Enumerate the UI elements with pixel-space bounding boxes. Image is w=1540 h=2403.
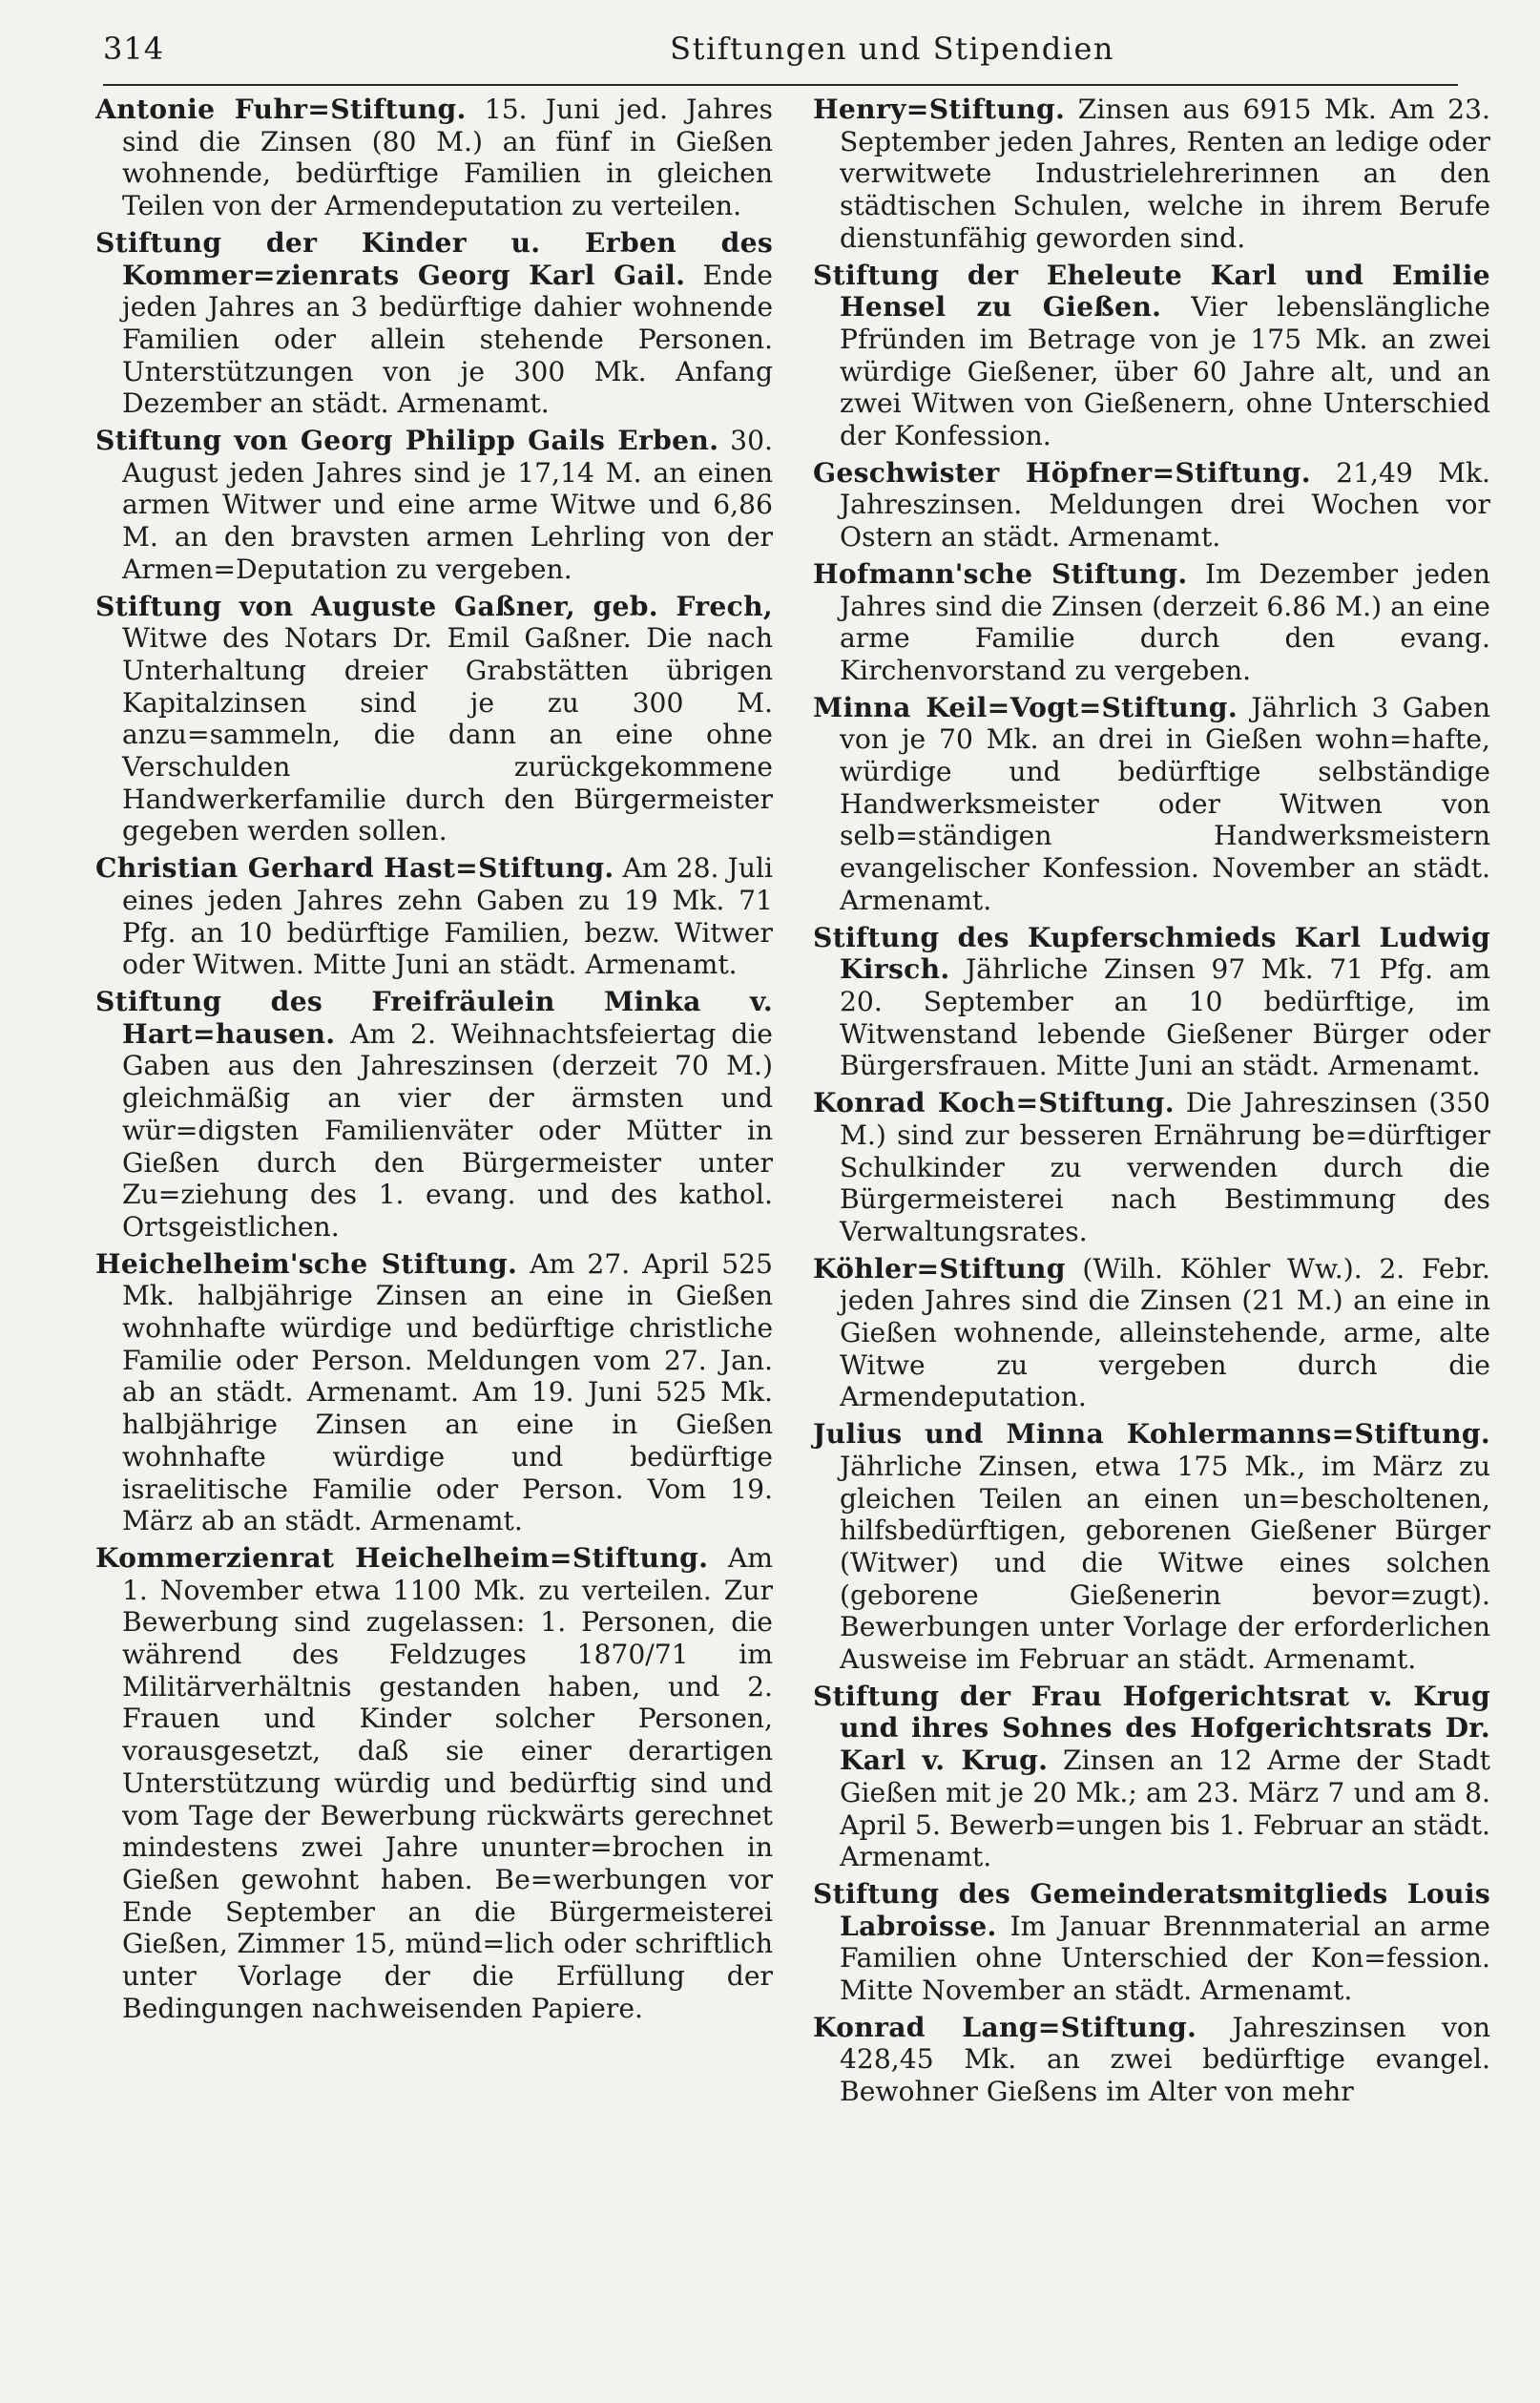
entry-text: Die Jahreszinsen (350 M.) sind zur besseren Ernährung be=dürftiger Schulkinder zu verwenden durch die Bürgermeisterei nach Bestimmung des Verwaltungsrates. <box>840 1087 1490 1247</box>
entry-name: Christian Gerhard Hast=Stiftung. <box>95 852 614 885</box>
entry-text: Jährliche Zinsen 97 Mk. 71 Pfg. am 20. September an 10 bedürftige, im Witwenstand lebende Gießener Bürger oder Bürgersfrauen. Mitte Juni an städt. Armenamt. <box>840 953 1490 1082</box>
entry-name: Konrad Lang=Stiftung. <box>813 2011 1197 2043</box>
entry-name: Henry=Stiftung. <box>813 94 1066 125</box>
stiftung-entry <box>813 260 1490 452</box>
entry-name: Minna Keil=Vogt=Stiftung. <box>813 691 1238 723</box>
stiftung-entry <box>95 94 773 222</box>
entry-name: Stiftung des Kupferschmieds Karl Ludwig Kirsch. <box>813 921 1490 986</box>
stiftung-entry <box>95 591 773 848</box>
entry-name: Heichelheim'sche Stiftung. <box>95 1247 518 1280</box>
entry-text: Am 1. November etwa 1100 Mk. zu verteilen. Zur Bewerbung sind zugelassen: 1. Personen, die während des Feldzuges 1870/71 im Militärverhältnis gestanden haben, und 2. Frauen und Kinder solcher Personen, vorausgesetzt, daß sie einer derartigen Unterstützung würdig und bedürftig sind und vom Tage der Bewerbung rückwärts gerechnet mindestens zwei Jahre ununter=brochen in Gießen gewohnt haben. Be=werbungen vor Ende September an die Bürgermeisterei Gießen, Zimmer 15, münd=lich oder schriftlich unter Vorlage der die Erfüllung der Bedingungen nachweisenden Papiere. <box>122 1541 773 2024</box>
entry-name: Kommerzienrat Heichelheim=Stiftung. <box>95 1541 709 1574</box>
entry-name: Antonie Fuhr=Stiftung. <box>95 94 467 125</box>
entry-text: Jahreszinsen von 428,45 Mk. an zwei bedürftige evangel. Bewohner Gießens im Alter von mehr <box>840 2011 1491 2108</box>
stiftung-entry <box>95 227 773 420</box>
entry-text: Im Januar Brennmaterial an arme Familien ohne Unterschied der Kon=fession. Mitte November an städt. Armenamt. <box>840 1910 1490 2007</box>
entry-text: Vier lebenslängliche Pfründen im Betrage von je 175 Mk. an zwei würdige Gießener, über 60 Jahre alt, und an zwei Witwen von Gießenern, ohne Unterschied der Konfession. <box>840 291 1490 452</box>
stiftung-entry <box>95 986 773 1243</box>
entry-text: 30. August jeden Jahres sind je 17,14 M. an einen armen Witwer und eine arme Witwe und 6,86 M. an den bravsten armen Lehrling von der Armen=Deputation zu vergeben. <box>122 425 773 585</box>
stiftung-entry <box>95 852 773 981</box>
entry-name: Hofmann'sche Stiftung. <box>813 557 1188 590</box>
right-column <box>813 94 1490 2113</box>
running-title: Stiftungen und Stipendien <box>670 31 1114 67</box>
stiftung-entry <box>813 94 1490 255</box>
entry-name: Köhler=Stiftung <box>813 1252 1066 1285</box>
page-number: 314 <box>103 31 165 67</box>
entry-text: Am 28. Juli eines jeden Jahres zehn Gaben zu 19 Mk. 71 Pfg. an 10 bedürftige Familien, bezw. Witwer oder Witwen. Mitte Juni an städt. Armenamt. <box>122 852 774 981</box>
entry-text: Zinsen aus 6915 Mk. Am 23. September jeden Jahres, Renten an ledige oder verwitwete Industrielehrerinnen an den städtischen Schulen, welche in ihrem Berufe dienstunfähig geworden sind. <box>840 94 1490 254</box>
entry-text: Witwe des Notars Dr. Emil Gaßner. Die nach Unterhaltung dreier Grabstätten übrigen Kapitalzinsen sind je zu 300 M. anzu=sammeln, die dann an eine ohne Verschulden zurückgekommene Handwerkerfamilie durch den Bürgermeister gegeben werden sollen. <box>122 622 773 847</box>
stiftung-entry <box>813 2012 1490 2108</box>
entry-text: (Wilh. Köhler Ww.). 2. Febr. jeden Jahres sind die Zinsen (21 M.) an eine in Gießen wohnende, alleinstehende, arme, alte Witwe zu vergeben durch die Armendeputation. <box>840 1252 1490 1413</box>
stiftung-entry <box>813 1681 1490 1873</box>
entry-name: Stiftung des Gemeinderatsmitglieds Louis Labroisse. <box>813 1877 1490 1942</box>
entry-name: Stiftung des Freifräulein Minka v. Hart=hausen. <box>95 985 773 1050</box>
entry-text: 15. Juni jed. Jahres sind die Zinsen (80 M.) an fünf in Gießen wohnende, bedürftige Familien in gleichen Teilen von der Armendeputation zu verteilen. <box>122 94 773 222</box>
entry-name: Stiftung von Georg Philipp Gails Erben. <box>95 425 719 457</box>
stiftung-entry <box>95 1248 773 1537</box>
entry-name: Stiftung von Auguste Gaßner, geb. Frech, <box>95 590 773 622</box>
entry-name: Stiftung der Frau Hofgerichtsrat v. Krug und ihres Sohnes des Hofgerichtsrats Dr. Karl v. Krug. <box>813 1680 1490 1777</box>
page-header <box>103 27 1458 86</box>
entry-text: Im Dezember jeden Jahres sind die Zinsen (derzeit 6.86 M.) an eine arme Familie durch den evang. Kirchenvorstand zu vergeben. <box>840 557 1490 686</box>
entry-name: Stiftung der Kinder u. Erben des Kommer=zienrats Georg Karl Gail. <box>95 226 773 291</box>
entry-name: Geschwister Höpfner=Stiftung. <box>813 456 1311 489</box>
stiftung-entry <box>813 1418 1490 1676</box>
entry-text: Jährlich 3 Gaben von je 70 Mk. an drei in Gießen wohn=hafte, würdige und bedürftige selbständige Handwerksmeister oder Witwen von selb=ständigen Handwerksmeistern evangelischer Konfession. November an städt. Armenamt. <box>840 691 1490 916</box>
left-column <box>95 94 773 2029</box>
stiftung-entry <box>95 1542 773 2025</box>
entry-name: Stiftung der Eheleute Karl und Emilie Hensel zu Gießen. <box>813 259 1490 324</box>
stiftung-entry <box>813 692 1490 917</box>
entry-text: Zinsen an 12 Arme der Stadt Gießen mit je 20 Mk.; am 23. März 7 und am 8. April 5. Bewerb=ungen bis 1. Februar an städt. Armenamt. <box>840 1745 1490 1873</box>
stiftung-entry <box>813 922 1490 1083</box>
stiftung-entry <box>95 425 773 586</box>
stiftung-entry <box>813 1087 1490 1248</box>
stiftung-entry <box>813 457 1490 554</box>
entry-text: Ende jeden Jahres an 3 bedürftige dahier wohnende Familien oder allein stehende Personen. Unterstützungen von je 300 Mk. Anfang Dezember an städt. Armenamt. <box>122 259 773 420</box>
entry-text: 21,49 Mk. Jahreszinsen. Meldungen drei Wochen vor Ostern an städt. Armenamt. <box>840 456 1490 554</box>
entry-text: Am 27. April 525 Mk. halbjährige Zinsen an eine in Gießen wohnhafte würdige und bedürftige christliche Familie oder Person. Meldungen vom 27. Jan. ab an städt. Armenamt. Am 19. Juni 525 Mk. halbjährige Zinsen an eine in Gießen wohnhafte würdige und bedürftige israelitische Familie oder Person. Vom 19. März ab an städt. Armenamt. <box>122 1247 773 1537</box>
entry-text: Am 2. Weihnachtsfeiertag die Gaben aus den Jahreszinsen (derzeit 70 M.) gleichmäßig an vier der ärmsten und wür=digsten Familienväter oder Mütter in Gießen durch den Bürgermeister unter Zu=ziehung des 1. evang. und des kathol. Ortsgeistlichen. <box>122 1017 773 1243</box>
entry-name: Konrad Koch=Stiftung. <box>813 1087 1175 1119</box>
stiftung-entry <box>813 558 1490 687</box>
entry-text: Jährliche Zinsen, etwa 175 Mk., im März zu gleichen Teilen an einen un=bescholtenen, hilfsbedürftigen, geborenen Gießener Bürger (Witwer) und die Witwe eines solchen (geborene Gießenerin bevor=zugt). Bewerbungen unter Vorlage der erforderlichen Ausweise im Februar an städt. Armenamt. <box>840 1450 1490 1676</box>
stiftung-entry <box>813 1878 1490 2007</box>
entry-name: Julius und Minna Kohlermanns=Stiftung. <box>813 1418 1490 1451</box>
stiftung-entry <box>813 1253 1490 1414</box>
